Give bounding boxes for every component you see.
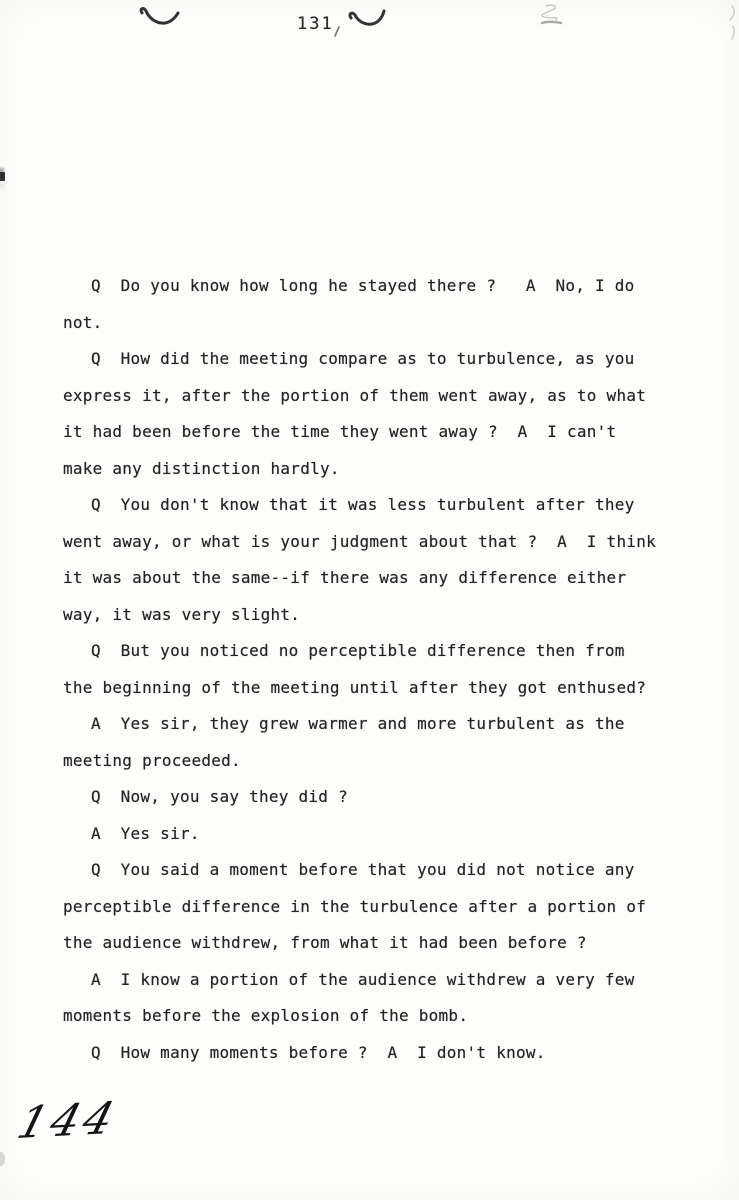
transcript-line: Q How many moments before ? A I don't know. — [91, 1042, 546, 1062]
transcript-line: perceptible difference in the turbulence after a portion of — [63, 896, 647, 916]
transcript-line: went away, or what is your judgment about that ? A I think — [63, 531, 656, 551]
transcript-line: the beginning of the meeting until after they got enthused? — [63, 677, 647, 697]
transcript-text — [63, 276, 683, 1079]
transcript-line: it was about the same--if there was any difference either — [63, 568, 627, 587]
transcript-line: not. — [63, 312, 103, 332]
transcript-line: the audience withdrew, from what it had been before ? — [63, 933, 587, 952]
left-edge-bottom-artifact — [0, 1152, 5, 1166]
transcript-line: it had been before the time they went away ? A I can't — [63, 422, 617, 441]
comma-mark — [333, 26, 341, 38]
pencil-smudge — [528, 2, 576, 30]
transcript-line: meeting proceeded. — [63, 750, 241, 770]
transcript-line: Q But you noticed no perceptible difference then from — [91, 641, 625, 660]
transcript-line: moments before the explosion of the bomb. — [63, 1006, 469, 1025]
transcript-line: Q You don't know that it was less turbulent after they — [91, 495, 635, 514]
transcript-line: Q You said a moment before that you did not notice any — [91, 860, 635, 879]
transcript-line: A Yes sir, they grew warmer and more turbulent as the — [91, 714, 625, 733]
transcript-line: Q Do you know how long he stayed there ? A No, I do — [91, 276, 635, 295]
pen-check-mark-left — [136, 4, 182, 30]
transcript-line: A I know a portion of the audience withdrew a very few — [91, 969, 635, 989]
transcript-line: express it, after the portion of them went away, as to what — [63, 385, 647, 405]
transcript-line: make any distinction hardly. — [63, 458, 340, 478]
transcript-line: Q Now, you say they did ? — [91, 787, 348, 806]
pen-check-mark-right — [346, 6, 388, 32]
handwritten-folio-number: 144 — [12, 1093, 124, 1149]
page-number: 131 — [297, 14, 334, 34]
transcript-line: A Yes sir. — [91, 823, 200, 843]
left-edge-scan-artifact — [0, 172, 5, 181]
edge-smudge-top-right — [722, 2, 739, 42]
transcript-line: Q How did the meeting compare as to turbulence, as you — [91, 349, 635, 368]
transcript-line: way, it was very slight. — [63, 604, 301, 624]
